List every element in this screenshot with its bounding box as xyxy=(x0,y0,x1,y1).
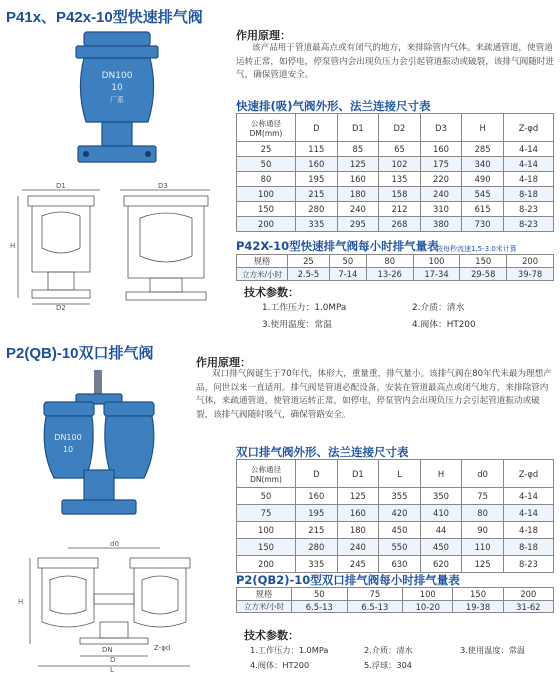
section1-params-heading: 技术参数： xyxy=(244,286,299,299)
valve-mark-pn: 10 xyxy=(111,83,123,93)
dim-header-dn: 公称通径 DM(mm) xyxy=(237,114,296,142)
valve-mark-brand: 厂系 xyxy=(110,96,124,104)
drawing2-label-d: D xyxy=(110,656,116,664)
dim-header-d1: D1 xyxy=(337,114,379,142)
section2-principle-text: 双口排气阀诞生于70年代，体形大，重量重，排气量小。该排气阀在80年代未最为理想产品，问世以来一直适用。排气阀是管道必配设备，安装在管道最高点或闭气地方，来排除管内气体，来疏通管道，使管道运转正常，如停电，停泵管内会出现负压力会引起管道振动或破裂，该排气阀随时吸气，确保管路安全。 xyxy=(196,369,552,420)
table-row: 100 215 180 158 240 545 8-18 xyxy=(237,187,554,202)
section1-principle-heading: 作用原理： xyxy=(236,29,291,42)
drawing-label-d1: D1 xyxy=(56,182,66,190)
dim2-header-l: L xyxy=(379,460,421,488)
table-row: 50 160 125 355 350 75 4-14 xyxy=(237,488,554,505)
table-row: 立方米/小时 2.5-5 7-14 13-26 17-34 29-58 39-78 xyxy=(237,268,554,281)
table-row: 100 215 180 450 44 90 4-18 xyxy=(237,522,554,539)
dim-header-h: H xyxy=(462,114,504,142)
param-medium: 2.介质：清水 xyxy=(412,303,465,313)
section2-flow-table-title: P2(QB2)-10型双口排气阀每小时排气量表 xyxy=(236,573,460,587)
section1-dim-table-title: 快速排(吸)气阀外形、法兰连接尺寸表 xyxy=(236,99,431,113)
table-row: 规格 25 50 80 100 150 200 xyxy=(237,255,554,268)
valve2-mark-pn: 10 xyxy=(62,445,74,454)
param2-float: 5.浮球：304 xyxy=(364,660,413,670)
dim-header-z: Z-φd xyxy=(503,114,553,142)
dim-header-d3: D3 xyxy=(420,114,462,142)
table-row: 立方米/小时 6.5-13 6.5-13 10-20 19-38 31-62 xyxy=(237,601,554,613)
section2-dimension-table xyxy=(236,459,554,573)
section1-flow-table xyxy=(236,254,554,281)
table-row: 25 115 85 65 160 285 4-14 xyxy=(237,142,554,157)
dim2-header-d: D xyxy=(296,460,338,488)
section1-title: P41x、P42x-10型快速排气阀 xyxy=(6,9,203,26)
param-temperature: 3.使用温度：常温 xyxy=(262,320,332,330)
section2-flow-table xyxy=(236,587,554,613)
valve-mark-dn: DN100 xyxy=(101,71,133,81)
table-row: 50 160 125 102 175 340 4-14 xyxy=(237,157,554,172)
param2-temperature: 3.使用温度：常温 xyxy=(460,645,526,655)
section2-principle-heading: 作用原理： xyxy=(196,356,251,369)
drawing2-label-dn: DN xyxy=(102,646,113,654)
section2-params xyxy=(250,643,556,673)
drawing-label-d2: D2 xyxy=(56,304,66,310)
drawing-label-h: H xyxy=(10,242,16,250)
dim-header-d2: D2 xyxy=(379,114,421,142)
drawing2-label-h: H xyxy=(18,598,24,606)
section2-dim-table-title: 双口排气阀外形、法兰连接尺寸表 xyxy=(236,445,409,459)
param-body: 4.阀体：HT200 xyxy=(412,320,476,330)
dim2-header-dn: 公称通径 DN(mm) xyxy=(237,460,296,488)
quick-exhaust-valve-photo xyxy=(62,30,174,180)
drawing2-label-l: L xyxy=(110,666,114,672)
param-pressure: 1.工作压力：1.0MPa xyxy=(262,303,347,313)
double-orifice-valve-drawing xyxy=(10,538,226,672)
section1-dimension-table xyxy=(236,113,554,232)
section2-title: P2(QB)-10双口排气阀 xyxy=(6,345,154,362)
section1-flow-note: 按每秒流速1.5-3.0米计算 xyxy=(436,245,517,253)
param2-medium: 2.介质：清水 xyxy=(364,645,413,655)
table-row: 75 195 160 420 410 80 4-14 xyxy=(237,505,554,522)
dim-header-d: D xyxy=(296,114,338,142)
valve2-mark-dn: DN100 xyxy=(54,433,82,442)
section1-flow-table-title: P42X-10型快速排气阀每小时排气量表 xyxy=(236,239,439,253)
section1-principle-text: 该产品用于管道最高点或有闭气的地方，来排除管内气体。来疏通管道，使管道运转正常，如停电，停泵管内会出现负压力会引起管道振动或破裂，该排气阀随时进气，确保管道安全。 xyxy=(236,43,554,81)
double-orifice-valve-photo xyxy=(34,370,164,528)
param2-pressure: 1.工作压力：1.0MPa xyxy=(250,645,329,655)
table-row: 80 195 160 135 220 490 4-18 xyxy=(237,172,554,187)
section2-params-heading: 技术参数： xyxy=(244,629,299,642)
table-row: 150 280 240 550 450 110 8-18 xyxy=(237,539,554,556)
drawing-label-d3: D3 xyxy=(158,182,168,190)
table-row: 150 280 240 212 310 615 8-23 xyxy=(237,202,554,217)
dim2-header-z: Z-φd xyxy=(503,460,553,488)
dim2-header-h: H xyxy=(420,460,462,488)
section1-params xyxy=(262,300,552,334)
table-row: 200 335 245 630 620 125 8-23 xyxy=(237,556,554,573)
dim2-header-d1: D1 xyxy=(337,460,379,488)
drawing2-label-d0: d0 xyxy=(110,540,119,548)
drawing2-label-z: Z-φd xyxy=(154,644,171,652)
param2-body: 4.阀体：HT200 xyxy=(250,660,310,670)
quick-exhaust-valve-drawing xyxy=(8,182,222,310)
table-row: 200 335 295 268 380 730 8-23 xyxy=(237,217,554,232)
dim2-header-d0: d0 xyxy=(462,460,504,488)
table-row: 规格 50 75 100 150 200 xyxy=(237,588,554,601)
